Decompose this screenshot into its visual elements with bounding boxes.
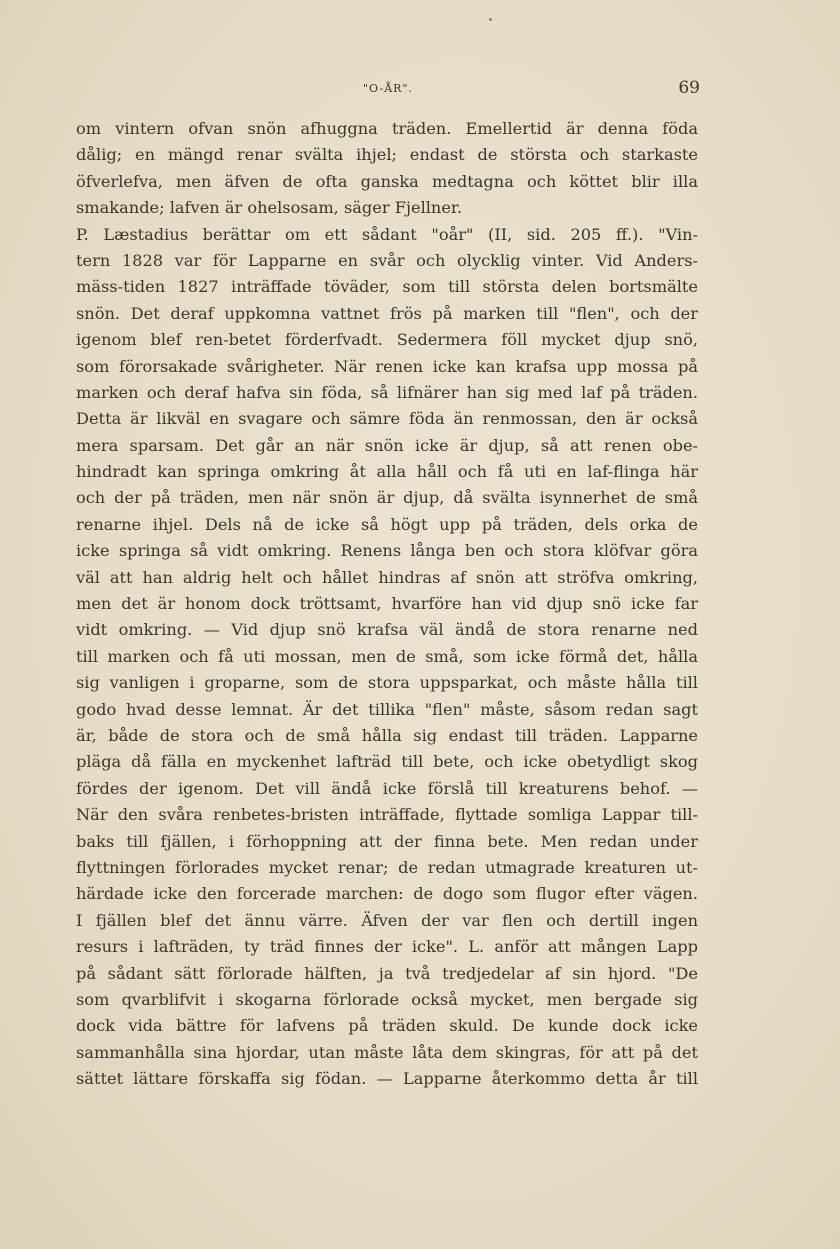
text-line: sig vanligen i groparne, som de stora uppsparkat, och måste hålla till <box>76 673 698 693</box>
text-line: tern 1828 var för Lapparne en svår och olycklig vinter. Vid Anders- <box>76 250 698 270</box>
text-line: mäss-tiden 1827 inträffade töväder, som till största delen bortsmälte <box>76 277 698 297</box>
text-line: fördes der igenom. Det vill ändå icke förslå till kreaturens behof. — <box>76 778 698 798</box>
text-line: men det är honom dock tröttsamt, hvarföre han vid djup snö icke far <box>76 594 698 614</box>
body-text <box>76 116 698 1092</box>
text-line: flyttningen förlorades mycket renar; de redan utmagrade kreaturen ut- <box>76 857 698 877</box>
text-line: baks till fjällen, i förhoppning att der finna bete. Men redan under <box>76 831 698 851</box>
text-line: I fjällen blef det ännu värre. Äfven der var flen och dertill ingen <box>76 910 698 930</box>
text-line: är, både de stora och de små hålla sig endast till träden. Lapparne <box>76 725 698 745</box>
text-line: på sådant sätt förlorade hälften, ja två tredjedelar af sin hjord. "De <box>76 963 698 983</box>
text-line: dålig; en mängd renar svälta ihjel; endast de största och starkaste <box>76 145 698 165</box>
text-line: som qvarblifvit i skogarna förlorade också mycket, men bergade sig <box>76 989 698 1009</box>
text-line: godo hvad desse lemnat. Är det tillika "flen" måste, såsom redan sagt <box>76 699 698 719</box>
paper-speck <box>489 18 492 21</box>
text-line: pläga då fälla en myckenhet lafträd till bete, och icke obetydligt skog <box>76 752 698 772</box>
text-line: som förorsakade svårigheter. När renen icke kan krafsa upp mossa på <box>76 356 698 376</box>
page-header <box>0 76 840 100</box>
text-line: vidt omkring. — Vid djup snö krafsa väl ändå de stora renarne ned <box>76 620 698 640</box>
text-line: resurs i lafträden, ty träd finnes der icke". L. anför att mången Lapp <box>76 937 698 957</box>
running-head: "O-ÅR". <box>363 82 413 95</box>
text-line: till marken och få uti mossan, men de små, som icke förmå det, hålla <box>76 646 698 666</box>
text-line: När den svåra renbetes-bristen inträffade, flyttade somliga Lappar till- <box>76 805 698 825</box>
text-line: marken och deraf hafva sin föda, så lifnärer han sig med laf på träden. <box>76 382 698 402</box>
text-line: dock vida bättre för lafvens på träden skuld. De kunde dock icke <box>76 1016 698 1036</box>
text-line: mera sparsam. Det går an när snön icke är djup, så att renen obe- <box>76 435 698 455</box>
text-line: icke springa så vidt omkring. Renens långa ben och stora klöfvar göra <box>76 541 698 561</box>
text-line: sammanhålla sina hjordar, utan måste låta dem skingras, för att på det <box>76 1042 698 1062</box>
text-line: hindradt kan springa omkring åt alla håll och få uti en laf-flinga här <box>76 462 698 482</box>
text-line: snön. Det deraf uppkomna vattnet frös på marken till "flen", och der <box>76 303 698 323</box>
page-number: 69 <box>678 78 700 98</box>
text-line: igenom blef ren-betet förderfvadt. Sedermera föll mycket djup snö, <box>76 330 698 350</box>
text-line: öfverlefva, men äfven de ofta ganska medtagna och köttet blir illa <box>76 171 698 191</box>
text-line: renarne ihjel. Dels nå de icke så högt upp på träden, dels orka de <box>76 514 698 534</box>
text-line: och der på träden, men när snön är djup, då svälta isynnerhet de små <box>76 488 698 508</box>
text-line: smakande; lafven är ohelsosam, säger Fjellner. <box>76 198 463 218</box>
text-line: om vintern ofvan snön afhuggna träden. Emellertid är denna föda <box>76 119 698 138</box>
text-line: P. Læstadius berättar om ett sådant "oår" (II, sid. 205 ff.). "Vin- <box>76 224 698 244</box>
text-line: Detta är likväl en svagare och sämre föda än renmossan, den är också <box>76 409 698 429</box>
text-line: väl att han aldrig helt och hållet hindras af snön att ströfva omkring, <box>76 567 698 587</box>
text-line: härdade icke den forcerade marchen: de dogo som flugor efter vägen. <box>76 884 698 904</box>
text-line: sättet lättare förskaffa sig födan. — Lapparne återkommo detta år till <box>76 1069 698 1089</box>
